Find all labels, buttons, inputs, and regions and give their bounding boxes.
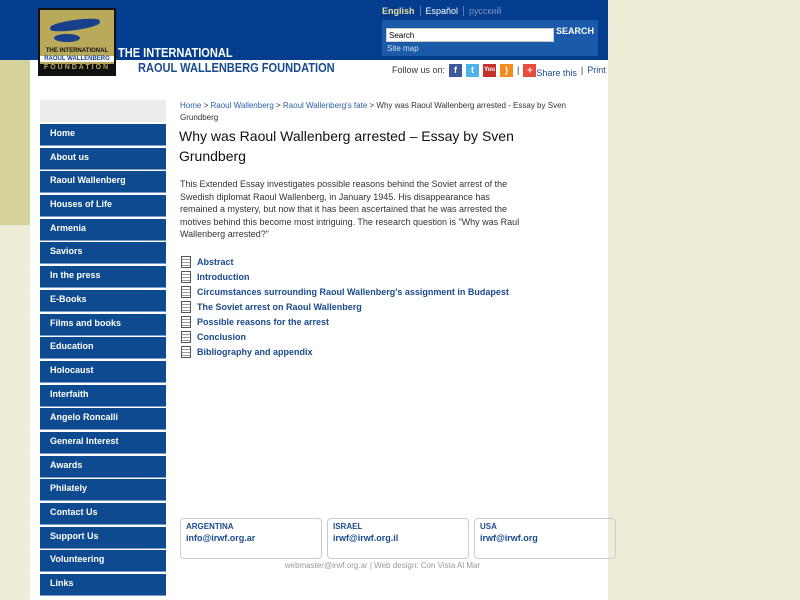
logo[interactable] xyxy=(38,8,116,76)
breadcrumb-link[interactable]: Raoul Wallenberg xyxy=(210,101,274,110)
contact-country: ISRAEL xyxy=(333,522,363,531)
brand-title: THE INTERNATIONAL xyxy=(118,45,233,60)
nav-item[interactable]: In the press xyxy=(40,266,166,288)
search-box xyxy=(382,20,598,56)
nav-item[interactable]: E-Books xyxy=(40,290,166,312)
youtube-icon[interactable]: You xyxy=(483,64,496,77)
site-map-link[interactable]: Site map xyxy=(387,44,419,53)
sidebar-nav xyxy=(40,124,166,598)
logo-eye-graphic xyxy=(54,34,80,42)
contact-box xyxy=(180,518,322,559)
side-stripe xyxy=(0,60,30,225)
logo-text: RAOUL WALLENBERG xyxy=(40,56,114,62)
contact-boxes xyxy=(180,518,616,559)
social-bar xyxy=(392,62,606,78)
document-icon xyxy=(181,286,191,298)
search-button[interactable]: SEARCH xyxy=(556,26,595,36)
contact-country: USA xyxy=(480,522,497,531)
lang-spanish[interactable]: Español xyxy=(421,6,465,16)
print-link[interactable]: Print xyxy=(587,65,606,75)
breadcrumb-current: Why was Raoul Wallenberg arrested - Essay by Sven Grundberg xyxy=(180,101,566,122)
nav-item[interactable]: Houses of Life xyxy=(40,195,166,217)
sidebar-top xyxy=(40,100,166,122)
document-icon xyxy=(181,346,191,358)
contact-email[interactable]: info@irwf.org.ar xyxy=(186,533,256,543)
document-icon xyxy=(181,271,191,283)
rss-icon[interactable]: ) xyxy=(500,64,513,77)
logo-text: FOUNDATION xyxy=(40,64,114,74)
nav-item[interactable]: Support Us xyxy=(40,527,166,549)
twitter-icon[interactable]: t xyxy=(466,64,479,77)
breadcrumb xyxy=(180,100,570,124)
footer-text[interactable]: webmaster@irwf.org.ar | Web design: Con Vista Al Mar xyxy=(284,561,481,570)
toc-item[interactable] xyxy=(181,329,509,344)
language-switcher xyxy=(382,6,506,16)
toc-item[interactable] xyxy=(181,314,509,329)
nav-item[interactable]: Holocaust xyxy=(40,361,166,383)
lang-english[interactable]: English xyxy=(382,6,421,16)
nav-item[interactable]: Volunteering xyxy=(40,550,166,572)
nav-item[interactable]: Contact Us xyxy=(40,503,166,525)
nav-item[interactable]: Philately xyxy=(40,479,166,501)
breadcrumb-link[interactable]: Home xyxy=(180,101,202,110)
separator: | xyxy=(580,65,584,75)
toc-item[interactable] xyxy=(181,299,509,314)
brand-subtitle: RAOUL WALLENBERG FOUNDATION xyxy=(138,60,335,75)
toc-item[interactable] xyxy=(181,254,509,269)
contact-email[interactable]: irwf@irwf.org xyxy=(480,533,538,543)
breadcrumb-sep: > xyxy=(273,101,283,110)
facebook-icon[interactable]: f xyxy=(449,64,462,77)
contact-email[interactable]: irwf@irwf.org.il xyxy=(333,533,399,543)
toc-label[interactable]: Introduction xyxy=(197,271,250,282)
essay-contents xyxy=(181,254,509,359)
toc-label[interactable]: The Soviet arrest on Raoul Wallenberg xyxy=(197,301,362,312)
toc-label[interactable]: Circumstances surrounding Raoul Wallenberg's assignment in Budapest xyxy=(197,286,509,297)
breadcrumb-link[interactable]: Raoul Wallenberg's fate xyxy=(282,101,368,110)
breadcrumb-sep: > xyxy=(201,101,211,110)
document-icon xyxy=(181,301,191,313)
intro-text: This Extended Essay investigates possible reasons behind the Soviet arrest of the Swedish diplomat Raoul Wallenberg, in January 1945. His disappearance has remained a mystery, but now that it has been ascertained that he was arrested the motives behind this become most intriguing. The research question is "Why was Raul Wallenberg arrested?" xyxy=(180,179,520,239)
lang-russian[interactable]: русский xyxy=(469,6,502,16)
nav-item[interactable]: Saviors xyxy=(40,242,166,264)
document-icon xyxy=(181,256,191,268)
toc-label[interactable]: Possible reasons for the arrest xyxy=(197,316,330,327)
toc-label[interactable]: Bibliography and appendix xyxy=(197,346,313,357)
toc-label[interactable]: Conclusion xyxy=(197,331,246,342)
nav-item[interactable]: Films and books xyxy=(40,314,166,336)
nav-item[interactable]: Angelo Roncalli xyxy=(40,408,166,430)
contact-box xyxy=(327,518,469,559)
page-title: Why was Raoul Wallenberg arrested – Essay by Sven Grundberg xyxy=(179,128,514,164)
contact-country: ARGENTINA xyxy=(186,522,234,531)
nav-item[interactable]: Armenia xyxy=(40,219,166,241)
nav-item[interactable]: Awards xyxy=(40,456,166,478)
nav-item[interactable]: Education xyxy=(40,337,166,359)
contact-box xyxy=(474,518,616,559)
nav-item[interactable]: General Interest xyxy=(40,432,166,454)
separator: | xyxy=(517,65,520,75)
toc-item[interactable] xyxy=(181,344,509,359)
nav-item[interactable]: Raoul Wallenberg xyxy=(40,171,166,193)
nav-item[interactable]: About us xyxy=(40,148,166,170)
nav-item[interactable]: Interfaith xyxy=(40,385,166,407)
logo-eye-graphic xyxy=(50,17,101,34)
document-icon xyxy=(181,316,191,328)
follow-label: Follow us on: xyxy=(392,65,446,75)
breadcrumb-sep: > xyxy=(367,101,377,110)
toc-item[interactable] xyxy=(181,284,509,299)
document-icon xyxy=(181,331,191,343)
toc-item[interactable] xyxy=(181,269,509,284)
toc-label[interactable]: Abstract xyxy=(197,256,234,267)
nav-item[interactable]: Home xyxy=(40,124,166,146)
search-input[interactable] xyxy=(386,28,554,42)
share-link[interactable]: Share this xyxy=(536,68,577,78)
logo-text: THE INTERNATIONAL xyxy=(40,48,114,54)
share-plus-icon[interactable]: + xyxy=(523,64,536,77)
nav-item[interactable]: Links xyxy=(40,574,166,596)
